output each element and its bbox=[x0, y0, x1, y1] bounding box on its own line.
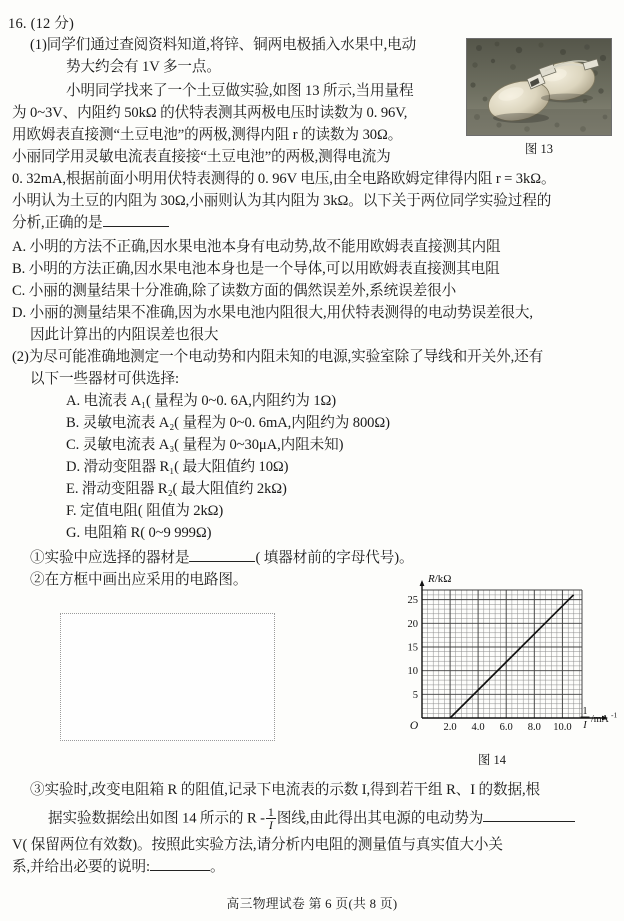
part1-line-3: 小明同学找来了一个土豆做实验,如图 13 所示,当用量程 bbox=[66, 83, 414, 99]
subquestion-3-line-3: V( 保留两位有效数)。按照此实验方法,请分析内电阻的测量值与真实值大小关 bbox=[12, 837, 503, 853]
figure-14-chart bbox=[392, 572, 618, 748]
fraction-numerator: 1 bbox=[267, 805, 274, 819]
part1-line-4: 为 0~3V、内阻约 50kΩ 的伏特表测其两极电压时读数为 0. 96V, bbox=[12, 105, 408, 121]
figure-14-caption: 图 14 bbox=[477, 753, 507, 767]
device-c[interactable]: C. 灵敏电流表 A₃( 量程为 0~30μA,内阻未知) bbox=[66, 437, 344, 453]
chart-origin-label: O bbox=[409, 720, 419, 732]
subquestion-3-line-2 bbox=[48, 806, 575, 831]
question-number-text: 16. bbox=[8, 16, 27, 32]
device-b[interactable]: B. 灵敏电流表 A₂( 量程为 0~0. 6mA,内阻约为 800Ω) bbox=[66, 415, 390, 431]
part1-line-9 bbox=[12, 212, 169, 234]
subquestion-3-post: 图线,由此得出其电源的电动势为 bbox=[276, 810, 484, 827]
svg-text:2.0: 2.0 bbox=[443, 722, 457, 733]
svg-text:20: 20 bbox=[407, 618, 418, 630]
device-g[interactable]: G. 电阻箱 R( 0~9 999Ω) bbox=[66, 525, 212, 541]
circuit-diagram-answer-box[interactable] bbox=[60, 613, 275, 741]
option-b[interactable]: B. 小明的方法正确,因水果电池本身也是一个导体,可以用欧姆表直接测其电阻 bbox=[12, 261, 500, 277]
part2-line-1 bbox=[12, 346, 543, 368]
fraction-one-over-i bbox=[266, 806, 276, 831]
fraction-denominator: I bbox=[266, 818, 276, 831]
question-points: (12 分) bbox=[30, 16, 75, 32]
part1-line-6: 小丽同学用灵敏电流表直接接“土豆电池”的两极,测得电流为 bbox=[12, 149, 391, 165]
answer-blank-explanation[interactable] bbox=[150, 858, 210, 871]
subquestion-1-text: ①实验中应选择的器材是 bbox=[30, 550, 190, 566]
option-d[interactable]: D. 小丽的测量结果不准确,因为水果电池内阻很大,用伏特表测得的电动势误差很大, bbox=[12, 305, 533, 321]
chart-y-axis-title: R/kΩ bbox=[428, 573, 452, 585]
subquestion-2: ②在方框中画出应采用的电路图。 bbox=[30, 572, 248, 588]
svg-text:-1: -1 bbox=[611, 710, 618, 720]
part1-line-7: 0. 32mA,根据前面小明用伏特表测得的 0. 96V 电压,由全电路欧姆定律得内阻 r = 3kΩ。 bbox=[12, 171, 556, 187]
figure-13-caption: 图 13 bbox=[524, 142, 554, 156]
option-c[interactable]: C. 小丽的测量结果十分准确,除了读数方面的偶然误差外,系统误差很小 bbox=[12, 283, 457, 299]
svg-text:6.0: 6.0 bbox=[499, 722, 513, 733]
option-d-cont: 因此计算出的内阻误差也很大 bbox=[30, 327, 219, 343]
part1-line-5: 用欧姆表直接测“土豆电池”的两极,测得内阻 r 的读数为 30Ω。 bbox=[12, 127, 403, 143]
device-a[interactable]: A. 电流表 A₁( 量程为 0~0. 6A,内阻约为 1Ω) bbox=[66, 393, 337, 409]
svg-text:/mA: /mA bbox=[591, 714, 609, 725]
chart-y-ticks bbox=[408, 595, 419, 701]
svg-text:25: 25 bbox=[407, 595, 418, 607]
figure-13 bbox=[466, 38, 612, 136]
answer-blank-part1[interactable] bbox=[103, 214, 169, 227]
svg-text:5: 5 bbox=[412, 689, 418, 701]
chart-x-ticks bbox=[444, 722, 572, 733]
part1-text-1: 同学们通过查阅资料知道,将锌、铜两电极插入水果中,电动 bbox=[46, 37, 417, 53]
part2-label: (2) bbox=[12, 349, 29, 365]
page-footer: 高三物理试卷 第 6 页(共 8 页) bbox=[226, 897, 398, 911]
svg-text:I: I bbox=[583, 720, 587, 731]
subquestion-3-tail-text: 系,并给出必要的说明: bbox=[12, 859, 150, 875]
subquestion-3-line-1: ③实验时,改变电阻箱 R 的阻值,记录下电流表的示数 I,得到若干组 R、I 的数据,根 bbox=[30, 782, 541, 798]
potato-battery-photo bbox=[466, 38, 612, 136]
subquestion-1-tail: ( 填器材前的字母代号)。 bbox=[255, 550, 414, 566]
subquestion-3-pre: 据实验数据绘出如图 14 所示的 R - bbox=[48, 810, 265, 827]
device-d[interactable]: D. 滑动变阻器 R₁( 最大阻值约 10Ω) bbox=[66, 459, 289, 475]
answer-blank-emf[interactable] bbox=[483, 809, 575, 822]
part2-intro-1: 为尽可能准确地测定一个电动势和内阻未知的电源,实验室除了导线和开关外,还有 bbox=[28, 349, 544, 365]
svg-text:8.0: 8.0 bbox=[527, 722, 541, 733]
answer-blank-sub1[interactable] bbox=[189, 549, 255, 562]
part1-line-1 bbox=[30, 34, 416, 56]
part1-line-8: 小明认为土豆的内阻为 30Ω,小丽则认为其内阻为 3kΩ。以下关于两位同学实验过程的 bbox=[12, 193, 552, 209]
subquestion-3-period: 。 bbox=[209, 859, 225, 875]
part1-line-2: 势大约会有 1V 多一点。 bbox=[66, 59, 221, 75]
r-vs-inverse-i-graph bbox=[392, 572, 618, 748]
part2-line-2: 以下一些器材可供选择: bbox=[30, 371, 179, 387]
svg-text:15: 15 bbox=[407, 642, 418, 654]
device-e[interactable]: E. 滑动变阻器 R₂( 最大阻值约 2kΩ) bbox=[66, 481, 287, 497]
question-number bbox=[8, 12, 74, 33]
svg-text:10.0: 10.0 bbox=[553, 722, 572, 733]
part1-label: (1) bbox=[30, 37, 47, 53]
svg-text:10: 10 bbox=[407, 666, 418, 678]
svg-text:1: 1 bbox=[582, 706, 588, 717]
subquestion-1 bbox=[30, 547, 413, 569]
option-a[interactable]: A. 小明的方法不正确,因水果电池本身有电动势,故不能用欧姆表直接测其内阻 bbox=[12, 239, 501, 255]
device-f[interactable]: F. 定值电阻( 阻值为 2kΩ) bbox=[66, 503, 224, 519]
potato-photo-graphic bbox=[467, 39, 611, 135]
part1-prompt: 分析,正确的是 bbox=[12, 215, 103, 231]
subquestion-3-line-4 bbox=[12, 856, 224, 878]
svg-text:4.0: 4.0 bbox=[471, 722, 485, 733]
